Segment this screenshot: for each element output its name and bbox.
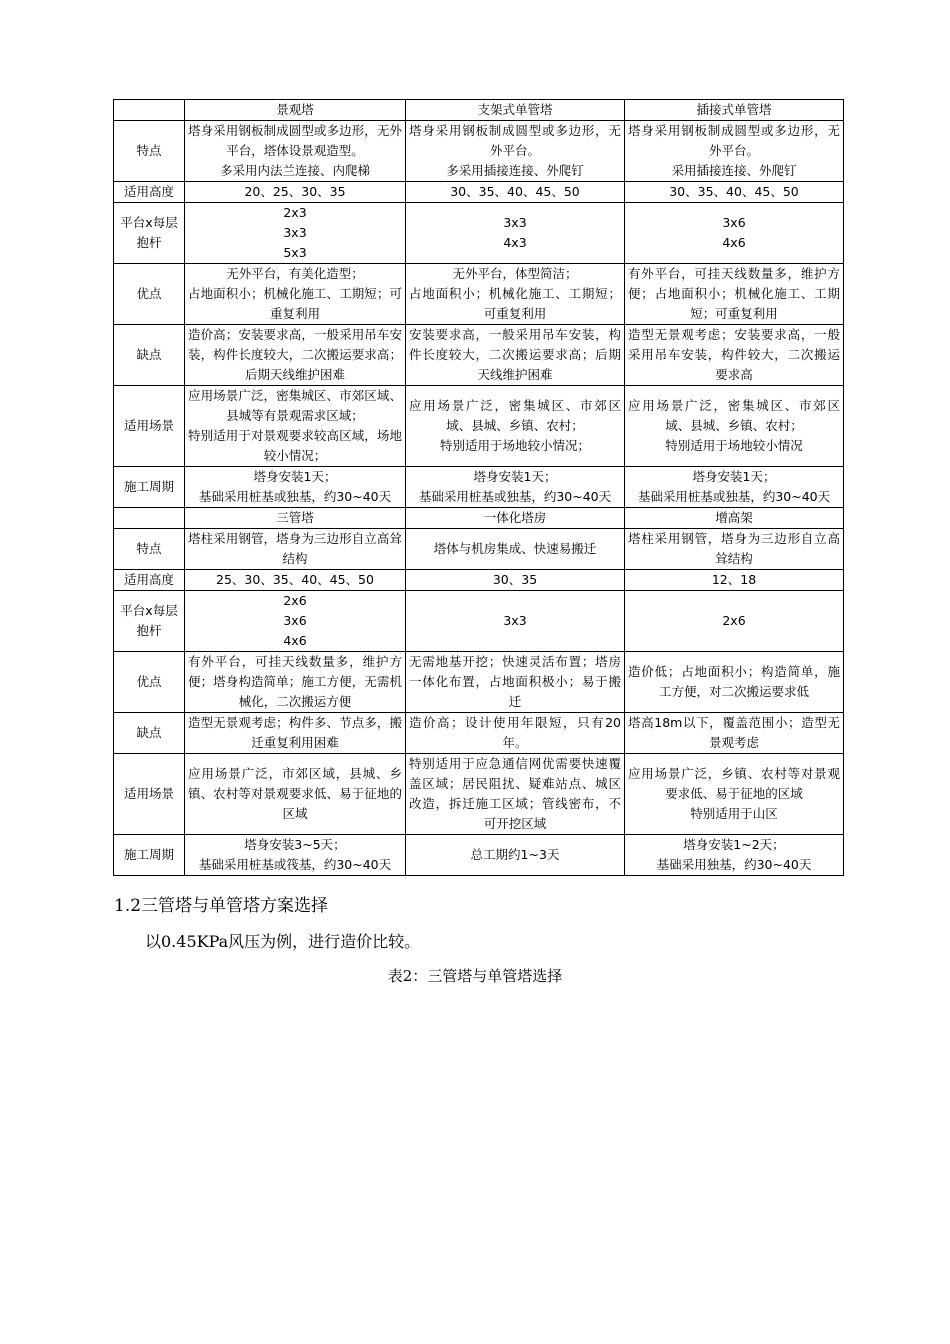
section-paragraph: 以0.45KPa风压为例，进行造价比较。: [145, 932, 421, 951]
cell-text-line: 特别适用于场地较小情况；: [439, 438, 590, 453]
table-cell: [625, 121, 844, 182]
cell-text-line: 3x3: [503, 215, 527, 230]
row-label: 特点: [114, 529, 185, 570]
cell-text-line: 造型无景观考虑；构件多、节点多，搬迁重复利用困难: [188, 715, 402, 750]
header-corner-cell: [114, 100, 185, 121]
table-cell: [625, 264, 844, 325]
tower-comparison-table-2: [113, 507, 844, 876]
cell-text-line: 3x6: [722, 215, 746, 230]
table-row: [114, 529, 844, 570]
column-header: 一体化塔房: [406, 508, 625, 529]
table-cell: [185, 529, 406, 570]
table-cell: [185, 264, 406, 325]
table-row: [114, 652, 844, 713]
table-cell: [625, 570, 844, 591]
cell-text-line: 无外平台，有美化造型；: [226, 266, 364, 281]
cell-text-line: 特别适用于对景观要求较高区域，场地较小情况；: [188, 428, 402, 463]
cell-text-line: 3x6: [283, 613, 307, 628]
cell-text-line: 造型无景观考虑；安装要求高，一般采用吊车安装，构件较大，二次搬运要求高: [628, 327, 840, 382]
row-label: 优点: [114, 652, 185, 713]
cell-text-line: 塔身安装1天；: [473, 469, 557, 484]
table-row: [114, 467, 844, 508]
table-caption: 表2：三管塔与单管塔选择: [387, 967, 563, 985]
table-cell: [185, 713, 406, 754]
row-label: 缺点: [114, 713, 185, 754]
row-label: 平台x每层抱杆: [114, 203, 185, 264]
row-label: 适用场景: [114, 754, 185, 835]
table-cell: [406, 121, 625, 182]
cell-text-line: 塔体与机房集成、快速易搬迁: [433, 541, 597, 556]
table-cell: [406, 182, 625, 203]
table-cell: [625, 591, 844, 652]
table-cell: [406, 713, 625, 754]
cell-text-line: 2x6: [283, 593, 307, 608]
table-cell: [625, 203, 844, 264]
table-cell: [625, 467, 844, 508]
column-header: 增高架: [625, 508, 844, 529]
column-header: 支架式单管塔: [406, 100, 625, 121]
cell-text-line: 塔身安装1天；: [253, 469, 337, 484]
cell-text-line: 总工期约1~3天: [470, 847, 560, 862]
table-header-row: [114, 100, 844, 121]
table-cell: [625, 713, 844, 754]
row-label: 适用高度: [114, 570, 185, 591]
table-cell: [406, 529, 625, 570]
table-cell: [406, 570, 625, 591]
row-label: 平台x每层抱杆: [114, 591, 185, 652]
cell-text-line: 应用场景广泛，乡镇、农村等对景观要求低、易于征地的区域: [628, 766, 840, 801]
table-row: [114, 591, 844, 652]
column-header: 景观塔: [185, 100, 406, 121]
column-header: 插接式单管塔: [625, 100, 844, 121]
cell-text-line: 特别适用于场地较小情况: [665, 438, 803, 453]
cell-text-line: 多采用内法兰连接、内爬梯: [219, 163, 370, 178]
table-cell: [406, 264, 625, 325]
cell-text-line: 占地面积小；机械化施工、工期短；可重复利用: [409, 286, 621, 321]
table-cell: [185, 754, 406, 835]
cell-text-line: 基础采用桩基或独基，约30~40天: [637, 489, 831, 504]
table-row: [114, 182, 844, 203]
table-row: [114, 713, 844, 754]
row-label: 缺点: [114, 325, 185, 386]
table-cell: [406, 467, 625, 508]
table-cell: [185, 591, 406, 652]
cell-text-line: 3x3: [283, 225, 307, 240]
cell-text-line: 12、18: [711, 572, 757, 587]
cell-text-line: 造价高；设计使用年限短，只有20年。: [409, 715, 621, 750]
table-cell: [406, 325, 625, 386]
table-cell: [185, 835, 406, 876]
table-header-row: [114, 508, 844, 529]
cell-text-line: 3x3: [503, 613, 527, 628]
cell-text-line: 基础采用桩基或独基，约30~40天: [418, 489, 612, 504]
table-row: [114, 570, 844, 591]
cell-text-line: 多采用插接连接、外爬钉: [446, 163, 584, 178]
cell-text-line: 塔柱采用钢管，塔身为三边形自立高耸结构: [188, 531, 402, 566]
cell-text-line: 塔身采用钢板制成圆型或多边形，无外平台。: [409, 123, 621, 158]
table-cell: [625, 754, 844, 835]
table-cell: [185, 570, 406, 591]
cell-text-line: 采用插接连接、外爬钉: [671, 163, 797, 178]
cell-text-line: 应用场景广泛，市郊区域，县城、乡镇、农村等对景观要求低、易于征地的区域: [188, 766, 402, 821]
table-cell: [185, 121, 406, 182]
table-cell: [406, 203, 625, 264]
cell-text-line: 造价高；安装要求高，一般采用吊车安装，构件长度较大，二次搬运要求高；后期天线维护困难: [188, 327, 402, 382]
table-row: [114, 264, 844, 325]
table-row: [114, 386, 844, 467]
cell-text-line: 塔身采用钢板制成圆型或多边形，无外平台。: [628, 123, 840, 158]
row-label: 特点: [114, 121, 185, 182]
table-cell: [185, 182, 406, 203]
cell-text-line: 占地面积小；机械化施工、工期短；可重复利用: [188, 286, 402, 321]
table-cell: [406, 754, 625, 835]
table-cell: [406, 386, 625, 467]
table-row: [114, 325, 844, 386]
table-cell: [185, 652, 406, 713]
table-row: [114, 754, 844, 835]
cell-text-line: 25、30、35、40、45、50: [216, 572, 374, 587]
table-cell: [625, 652, 844, 713]
table-cell: [625, 325, 844, 386]
cell-text-line: 塔柱采用钢管，塔身为三边形自立高耸结构: [628, 531, 840, 566]
cell-text-line: 应用场景广泛，密集城区、市郊区域、县城、乡镇、农村；: [628, 398, 840, 433]
cell-text-line: 特别适用于山区: [690, 806, 778, 821]
table-cell: [406, 652, 625, 713]
cell-text-line: 4x6: [283, 633, 307, 648]
cell-text-line: 20、25、30、35: [244, 184, 346, 199]
cell-text-line: 4x3: [503, 235, 527, 250]
table-cell: [625, 529, 844, 570]
cell-text-line: 5x3: [283, 245, 307, 260]
cell-text-line: 4x6: [722, 235, 746, 250]
cell-text-line: 有外平台，可挂天线数量多，维护方便；占地面积小；机械化施工、工期短；可重复利用: [628, 266, 840, 321]
cell-text-line: 基础采用桩基或独基，约30~40天: [198, 489, 392, 504]
table-cell: [185, 325, 406, 386]
cell-text-line: 2x6: [722, 613, 746, 628]
table-row: [114, 203, 844, 264]
cell-text-line: 塔身采用钢板制成圆型或多边形，无外平台，塔体设景观造型。: [188, 123, 402, 158]
cell-text-line: 无需地基开挖；快速灵活布置；塔房一体化布置，占地面积极小；易于搬迁: [409, 654, 621, 709]
cell-text-line: 30、35、40、45、50: [450, 184, 580, 199]
cell-text-line: 基础采用独基，约30~40天: [656, 857, 812, 872]
tower-comparison-table-1: [113, 99, 844, 508]
table-cell: [625, 182, 844, 203]
cell-text-line: 基础采用桩基或筏基，约30~40天: [198, 857, 392, 872]
cell-text-line: 造价低；占地面积小；构造简单，施工方便，对二次搬运要求低: [628, 664, 840, 699]
table-cell: [625, 386, 844, 467]
cell-text-line: 应用场景广泛，密集城区、市郊区域、县城等有景观需求区域；: [188, 388, 402, 423]
cell-text-line: 2x3: [283, 205, 307, 220]
table-cell: [185, 467, 406, 508]
cell-text-line: 安装要求高，一般采用吊车安装，构件长度较大，二次搬运要求高；后期天线维护困难: [409, 327, 621, 382]
cell-text-line: 塔身安装3~5天；: [244, 837, 346, 852]
table-cell: [406, 591, 625, 652]
table-row: [114, 835, 844, 876]
column-header: 三管塔: [185, 508, 406, 529]
row-label: 适用场景: [114, 386, 185, 467]
cell-text-line: 塔身安装1天；: [692, 469, 776, 484]
header-corner-cell: [114, 508, 185, 529]
cell-text-line: 无外平台，体型简洁；: [452, 266, 578, 281]
cell-text-line: 30、35、40、45、50: [669, 184, 799, 199]
cell-text-line: 塔身安装1~2天；: [683, 837, 785, 852]
table-row: [114, 121, 844, 182]
table-cell: [185, 386, 406, 467]
row-label: 优点: [114, 264, 185, 325]
table-cell: [406, 835, 625, 876]
cell-text-line: 特别适用于应急通信网优需要快速覆盖区域；居民阻扰、疑难站点、城区改造，拆迁施工区域；管线密布，不可开挖区域: [409, 756, 621, 831]
table-cell: [185, 203, 406, 264]
cell-text-line: 应用场景广泛，密集城区、市郊区域、县城、乡镇、农村；: [409, 398, 621, 433]
table-cell: [625, 835, 844, 876]
cell-text-line: 塔高18m以下，覆盖范围小；造型无景观考虑: [628, 715, 840, 750]
row-label: 施工周期: [114, 835, 185, 876]
section-heading: 1.2三管塔与单管塔方案选择: [114, 896, 329, 916]
row-label: 适用高度: [114, 182, 185, 203]
cell-text-line: 有外平台，可挂天线数量多，维护方便；塔身构造简单；施工方便，无需机械化，二次搬运方便: [188, 654, 402, 709]
row-label: 施工周期: [114, 467, 185, 508]
cell-text-line: 30、35: [492, 572, 538, 587]
